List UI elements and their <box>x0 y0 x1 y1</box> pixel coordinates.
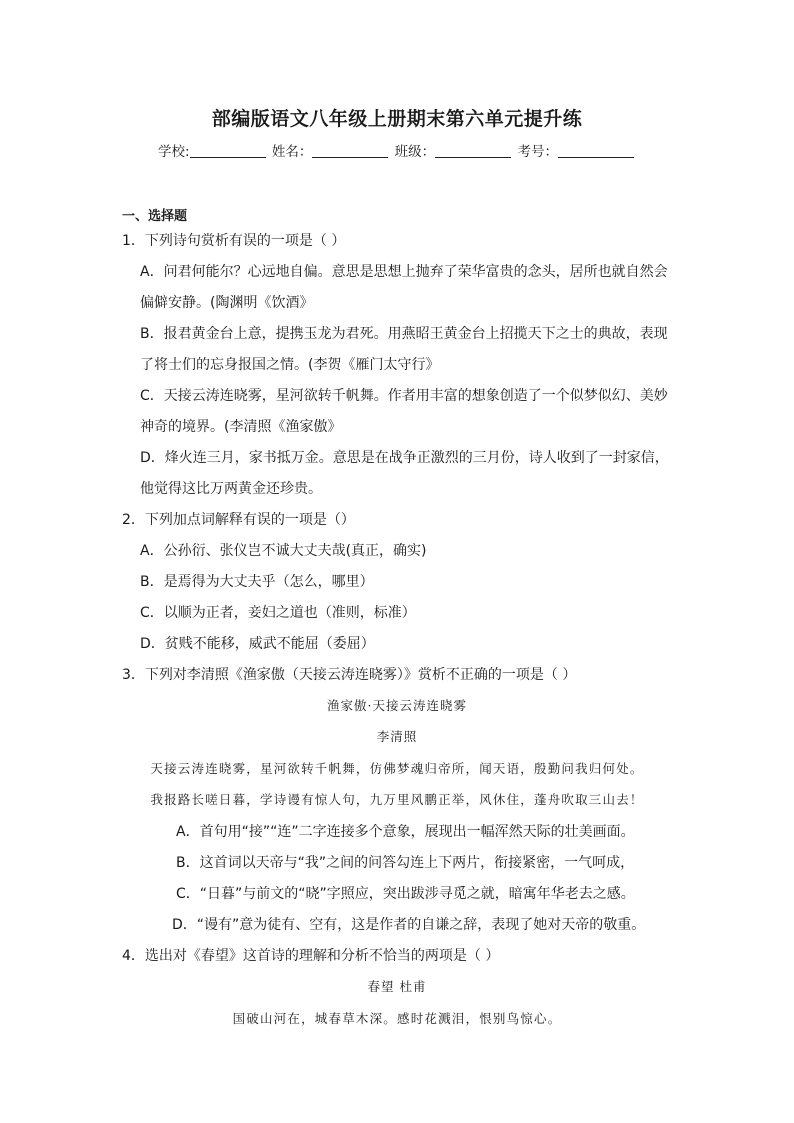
question-2-stem: 2．下列加点词解释有误的一项是（） <box>122 512 355 528</box>
question-1-option-a: A．问君何能尔？心远地自偏。意思是思想上抛弃了荣华富贵的念头，居所也就自然会 <box>140 264 668 280</box>
question-1-option-b-cont: 了将士们的忘身报国之情。(李贺《雁门太守行》 <box>140 357 440 373</box>
question-3-option-b: B．这首词以天帝与“我”之间的问答勾连上下两片，衔接紧密，一气呵成， <box>176 855 635 871</box>
name-label: 姓名： <box>271 144 313 160</box>
student-info-line <box>0 140 794 160</box>
number-label: 考号： <box>517 144 558 160</box>
question-2-option-a: A．公孙衍、张仪岂不诚大丈夫哉(真正，确实) <box>140 543 427 559</box>
number-blank[interactable] <box>558 143 634 158</box>
page-title: 部编版语文八年级上册期末第六单元提升练 <box>211 108 583 130</box>
question-1-option-b: B．报君黄金台上意，提携玉龙为君死。用燕昭王黄金台上招揽天下之士的典故，表现 <box>140 326 668 342</box>
question-1-stem: 1．下列诗句赏析有误的一项是（ ） <box>122 233 346 249</box>
question-4-stem: 4．选出对《春望》这首诗的理解和分析不恰当的两项是（ ） <box>122 948 500 964</box>
question-2-option-b: B．是焉得为大丈夫乎（怎么，哪里） <box>140 574 374 590</box>
question-1-option-c-cont: 神奇的境界。(李清照《渔家傲》 <box>140 419 342 435</box>
question-2-option-d: D．贫贱不能移，威武不能屈（委屈） <box>140 636 375 652</box>
question-3-poem-line-2: 我报路长嗟日暮，学诗谩有惊人句，九万里风鹏正举，风休住，蓬舟吹取三山去！ <box>150 792 644 807</box>
question-1-option-a-cont: 偏僻安静。(陶渊明《饮酒》 <box>140 295 314 311</box>
school-label: 学校: <box>158 144 190 160</box>
question-1-option-d: D．烽火连三月，家书抵万金。意思是在战争正激烈的三月份，诗人收到了一封家信， <box>140 450 669 466</box>
school-blank[interactable] <box>190 143 266 158</box>
section-heading: 一、选择题 <box>122 209 188 224</box>
question-3-stem: 3．下列对李清照《渔家傲（天接云涛连晓雾）》赏析不正确的一项是（ ） <box>122 667 577 683</box>
class-label: 班级： <box>394 144 436 160</box>
question-1-option-c: C．天接云涛连晓雾，星河欲转千帆舞。作者用丰富的想象创造了一个似梦似幻、美妙 <box>140 388 668 404</box>
question-2-option-c: C．以顺为正者，妾妇之道也（准则，标准） <box>140 605 416 621</box>
class-blank[interactable] <box>435 143 511 158</box>
question-3-poem-title: 渔家傲·天接云涛连晓雾 <box>327 698 467 713</box>
question-4-poem-title: 春望 杜甫 <box>367 979 427 994</box>
question-1-option-d-cont: 他觉得这比万两黄金还珍贵。 <box>140 481 322 497</box>
name-blank[interactable] <box>312 143 388 158</box>
question-3-option-a: A．首句用“接”“连”二字连接多个意象，展现出一幅浑然天际的壮美画面。 <box>176 824 635 840</box>
question-3-poem-line-1: 天接云涛连晓雾，星河欲转千帆舞，仿佛梦魂归帝所，闻天语，殷勤问我归何处。 <box>150 761 644 776</box>
question-4-poem-line-1: 国破山河在，城春草木深。感时花溅泪，恨别鸟惊心。 <box>232 1011 562 1026</box>
question-3-option-c: C．“日暮”与前文的“晓”字照应，突出跋涉寻觅之就，暗寓年华老去之感。 <box>176 886 635 902</box>
question-3-poem-author: 李清照 <box>376 729 418 744</box>
question-3-option-d: D．“谩有”意为徒有、空有，这是作者的自谦之辞，表现了她对天帝的敬重。 <box>172 917 646 933</box>
